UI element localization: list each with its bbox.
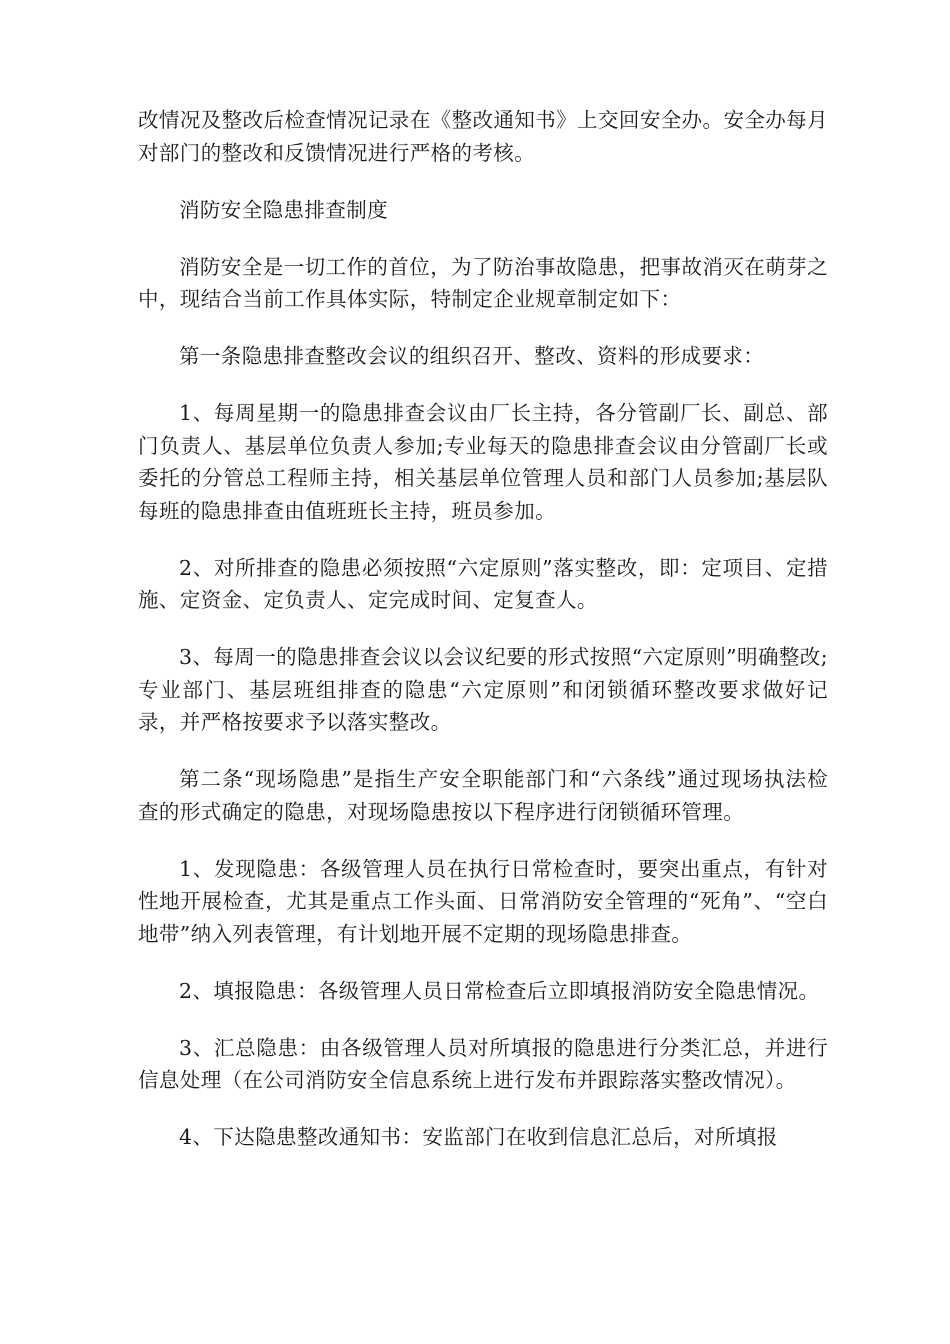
- article-1-item-2: 2、对所排查的隐患必须按照“六定原则”落实整改，即：定项目、定措施、定资金、定负责人、定完成时间、定复查人。: [138, 555, 828, 612]
- article-2-item-3: 3、汇总隐患：由各级管理人员对所填报的隐患进行分类汇总，并进行信息处理（在公司消防安全信息系统上进行发布并跟踪落实整改情况）。: [138, 1035, 828, 1092]
- section-title: 消防安全隐患排查制度: [179, 197, 388, 222]
- article-2-heading: 第二条“现场隐患”是指生产安全职能部门和“六条线”通过现场执法检查的形式确定的隐患，对现场隐患按以下程序进行闭锁循环管理。: [138, 767, 828, 824]
- article-2-item-4: 4、下达隐患整改通知书：安监部门在收到信息汇总后，对所填报: [179, 1125, 778, 1149]
- article-1-item-1: 1、每周星期一的隐患排查会议由厂长主持，各分管副厂长、副总、部门负责人、基层单位负责人参加;专业每天的隐患排查会议由分管副厂长或委托的分管总工程师主持，相关基层单位管理人员和部门人员参加;基层队每班的隐患排查由值班班长主持，班员参加。: [138, 401, 828, 523]
- article-2-item-1: 1、发现隐患：各级管理人员在执行日常检查时，要突出重点，有针对性地开展检查，尤其是重点工作头面、日常消防安全管理的“死角”、“空白地带”纳入列表管理，有计划地开展不定期的现场隐患排查。: [138, 856, 828, 946]
- article-2-item-2: 2、填报隐患：各级管理人员日常检查后立即填报消防安全隐患情况。: [179, 978, 820, 1003]
- document-body: [138, 104, 828, 1178]
- article-1-item-3: 3、每周一的隐患排查会议以会议纪要的形式按照“六定原则”明确整改;专业部门、基层班组排查的隐患“六定原则”和闭锁循环整改要求做好记录，并严格按要求予以落实整改。: [138, 645, 828, 734]
- article-1-heading: 第一条隐患排查整改会议的组织召开、整改、资料的形成要求：: [179, 344, 765, 368]
- paragraph-continuation: 改情况及整改后检查情况记录在《整改通知书》上交回安全办。安全办每月对部门的整改和反馈情况进行严格的考核。: [138, 108, 828, 165]
- paragraph-intro: 消防安全是一切工作的首位，为了防治事故隐患，把事故消灭在萌芽之中，现结合当前工作具体实际，特制定企业规章制定如下：: [138, 254, 828, 311]
